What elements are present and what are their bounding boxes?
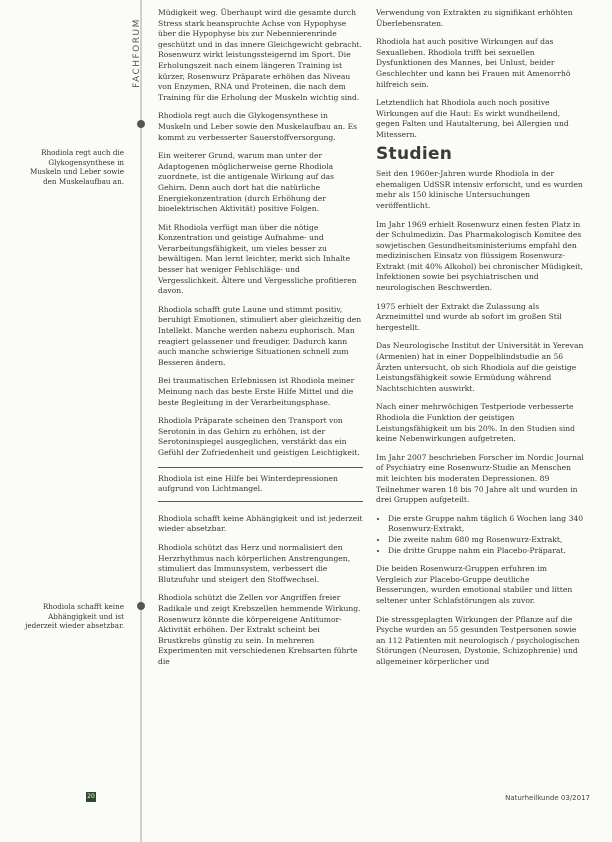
paragraph: Im Jahr 2007 beschrieben Forscher im Nordic Journal of Psychiatry eine Rosenwurz-Studie an Menschen mit leichten bis moderaten Depressionen. 89 Teilnehmer waren 18 bis 70 Jahre alt und wurden in drei Gruppen aufgeteilt. [376,452,584,505]
paragraph: Bei traumatischen Erlebnissen ist Rhodiola meiner Meinung nach das beste Erste Hilfe Mittel und die beste Begleitung in der Verarbeitungsphase. [158,376,355,407]
margin-note: Rhodiola schafft keine Abhängigkeit und ist jederzeit wieder absetzbar. [25,602,124,631]
margin-note: Rhodiola regt auch die Glykogensynthese in Muskeln und Leber sowie den Muskelaufbau an. [30,148,124,186]
paragraph: Rhodiola hat auch positive Wirkungen auf das Sexualleben. Rhodiola trifft bei sexuellen Dysfunktionen des Mannes, bei Unlust, beider Geschlechter und kann bei Frauen mit Amenorrhö hilfreich sein. [376,37,571,89]
paragraph: Das Neurologische Institut der Universität in Yerevan (Armenien) hat in einer Doppelblindstudie an 56 Ärzten untersucht, ob sich Rhodiola auf die geistige Leistungsfähigkeit sowie Ermüdung während Nachtschichten auswirkt. [376,341,584,393]
journal-footer: Naturheilkunde 03/2017 [505,794,590,802]
list-item: • Die zweite nahm 680 mg Rosenwurz-Extrakt, [388,535,584,546]
paragraph: Rhodiola schützt die Zellen vor Angriffen freier Radikale und zeigt Krebszellen hemmende Wirkung. Rosenwurz könnte die körpereigene Antitumor-Aktivität erhöhen. Der Extrakt scheint bei Brustkrebs günstig zu sein. In mehreren Experimenten mit verschiedenen Krebsarten führte die [158,593,361,666]
page-number: 20 [87,793,95,800]
paragraph: Verwendung von Extrakten zu signifikant erhöhten Überlebensraten. [376,8,573,28]
paragraph: Rhodiola regt auch die Glykogensynthese in Muskeln und Leber sowie den Muskelaufbau an. Es kommt zu verbesserter Sauerstoffversorgung. [158,111,358,142]
text-column-right [376,8,584,675]
section-heading: Studien [376,143,453,164]
paragraph: Die stressgeplagten Wirkungen der Pflanze auf die Psyche wurden an 55 gesunden Testpersonen sowie an 112 Patienten mit neurologisch / psychologischen Störungen (Neurosen, Dystonie, Schizophrenie) und allgemeiner körperlicher und [376,614,580,666]
highlight-quote: Rhodiola ist eine Hilfe bei Winterdepressionen aufgrund von Lichtmangel. [158,467,363,502]
paragraph: Müdigkeit weg. Überhaupt wird die gesamte durch Stress stark beanspruchte Achse von Hypophyse über die Hypophyse bis zur Nebennierenrinde geschützt und in das innere Gleichgewicht gebracht. Rosenwurz wirkt leistungssteigernd im Sport. Die Erholungszeit nach einem längeren Training ist kürzer, Rosenwurz Präparate erhöhen das Niveau von Enzymen, RNA und Proteinen, die nach dem Training für die Erholung der Muskeln wichtig sind. [158,8,362,102]
bullet-list [376,514,584,556]
paragraph: Rhodiola schafft gute Laune und stimmt positiv, beruhigt Emotionen, stimuliert aber gleichzeitig den Intellekt. Manche werden nahezu euphorisch. Man reagiert gelassener und freudiger. Dadurch kann auch manche schwierige Situationen schnell zum Besseren ändern. [158,304,362,367]
paragraph: Die beiden Rosenwurz-Gruppen erfuhren im Vergleich zur Placebo-Gruppe deutliche Besserungen, wurden emotional stabiler und litten seltener unter Schlafstörungen als zuvor. [376,564,573,605]
marker-dot [137,602,145,610]
section-label: FACHFORUM [131,18,142,88]
paragraph: Rhodiola schafft keine Abhängigkeit und ist jederzeit wieder absetzbar. [158,513,363,534]
text-column-left [158,8,363,675]
paragraph: Ein weiterer Grund, warum man unter der Adaptogenen möglicherweise gerne Rhodiola zuordnete, ist die antigenale Wirkung auf das Gehirn. Denn auch dort hat die natürliche Energiekonzentration (durch Erhöhung der bioelektrischen Aktivität) positive Folgen. [158,151,335,214]
list-item: • Die dritte Gruppe nahm ein Placebo-Präparat. [388,546,584,557]
paragraph: Im Jahr 1969 erhielt Rosenwurz einen festen Platz in der Schulmedizin. Das Pharmakologisch Komitee des sowjetischen Gesundheitsministeriums empfahl den medizinischen Einsatz von flüssigem Rosenwurz-Extrakt (mit 40% Alkohol) bei chronischer Müdigkeit, Infektionen sowie bei psychiatrischen und neurologischen Beschwerden. [376,219,584,293]
section-tab [128,18,144,92]
paragraph: 1975 erhielt der Extrakt die Zulassung als Arzneimittel und wurde ab sofort im großen Stil hergestellt. [376,301,562,332]
paragraph: Nach einer mehrwöchigen Testperiode verbesserte Rhodiola die Funktion der geistigen Leistungsfähigkeit um bis 20%. In den Studien sind keine Nebenwirkungen aufgetreten. [376,402,576,444]
paragraph: Rhodiola schützt das Herz und normalisiert den Herzrhythmus nach körperlichen Anstrengungen, stimuliert das Immunsystem, verbessert die Blutzufuhr und steigert den Stoffwechsel. [158,542,351,584]
marker-dot [137,120,145,128]
list-item: • Die erste Gruppe nahm täglich 6 Wochen lang 340 Rosenwurz-Extrakt, [388,514,584,535]
paragraph: Mit Rhodiola verfügt man über die nötige Konzentration und geistige Aufnahme- und Verarbeitungsfähigkeit, um vieles besser zu bewältigen. Man lernt leichter, merkt sich Inhalte besser hat weniger Fehlschläge- und Vergesslichkeit. Ältere und Vergessliche profitieren davon. [158,222,357,296]
paragraph: Letztendlich hat Rhodiola auch noch positive Wirkungen auf die Haut: Es wirkt wundheilend, gegen Falten und Hautalterung, bei Allergien und Mitessern. [376,98,569,139]
paragraph: Rhodiola Präparate scheinen den Transport von Serotonin in das Gehirn zu erhöhen, ist der Serotoninspiegel ausgeglichen, verstärkt das ein Gefühl der Zufriedenheit und geistigen Leichtigkeit. [158,416,360,457]
paragraph: Seit den 1960er-Jahren wurde Rhodiola in der ehemaligen UdSSR intensiv erforscht, und es wurden mehr als 150 klinische Untersuchungen veröffentlicht. [376,169,583,210]
